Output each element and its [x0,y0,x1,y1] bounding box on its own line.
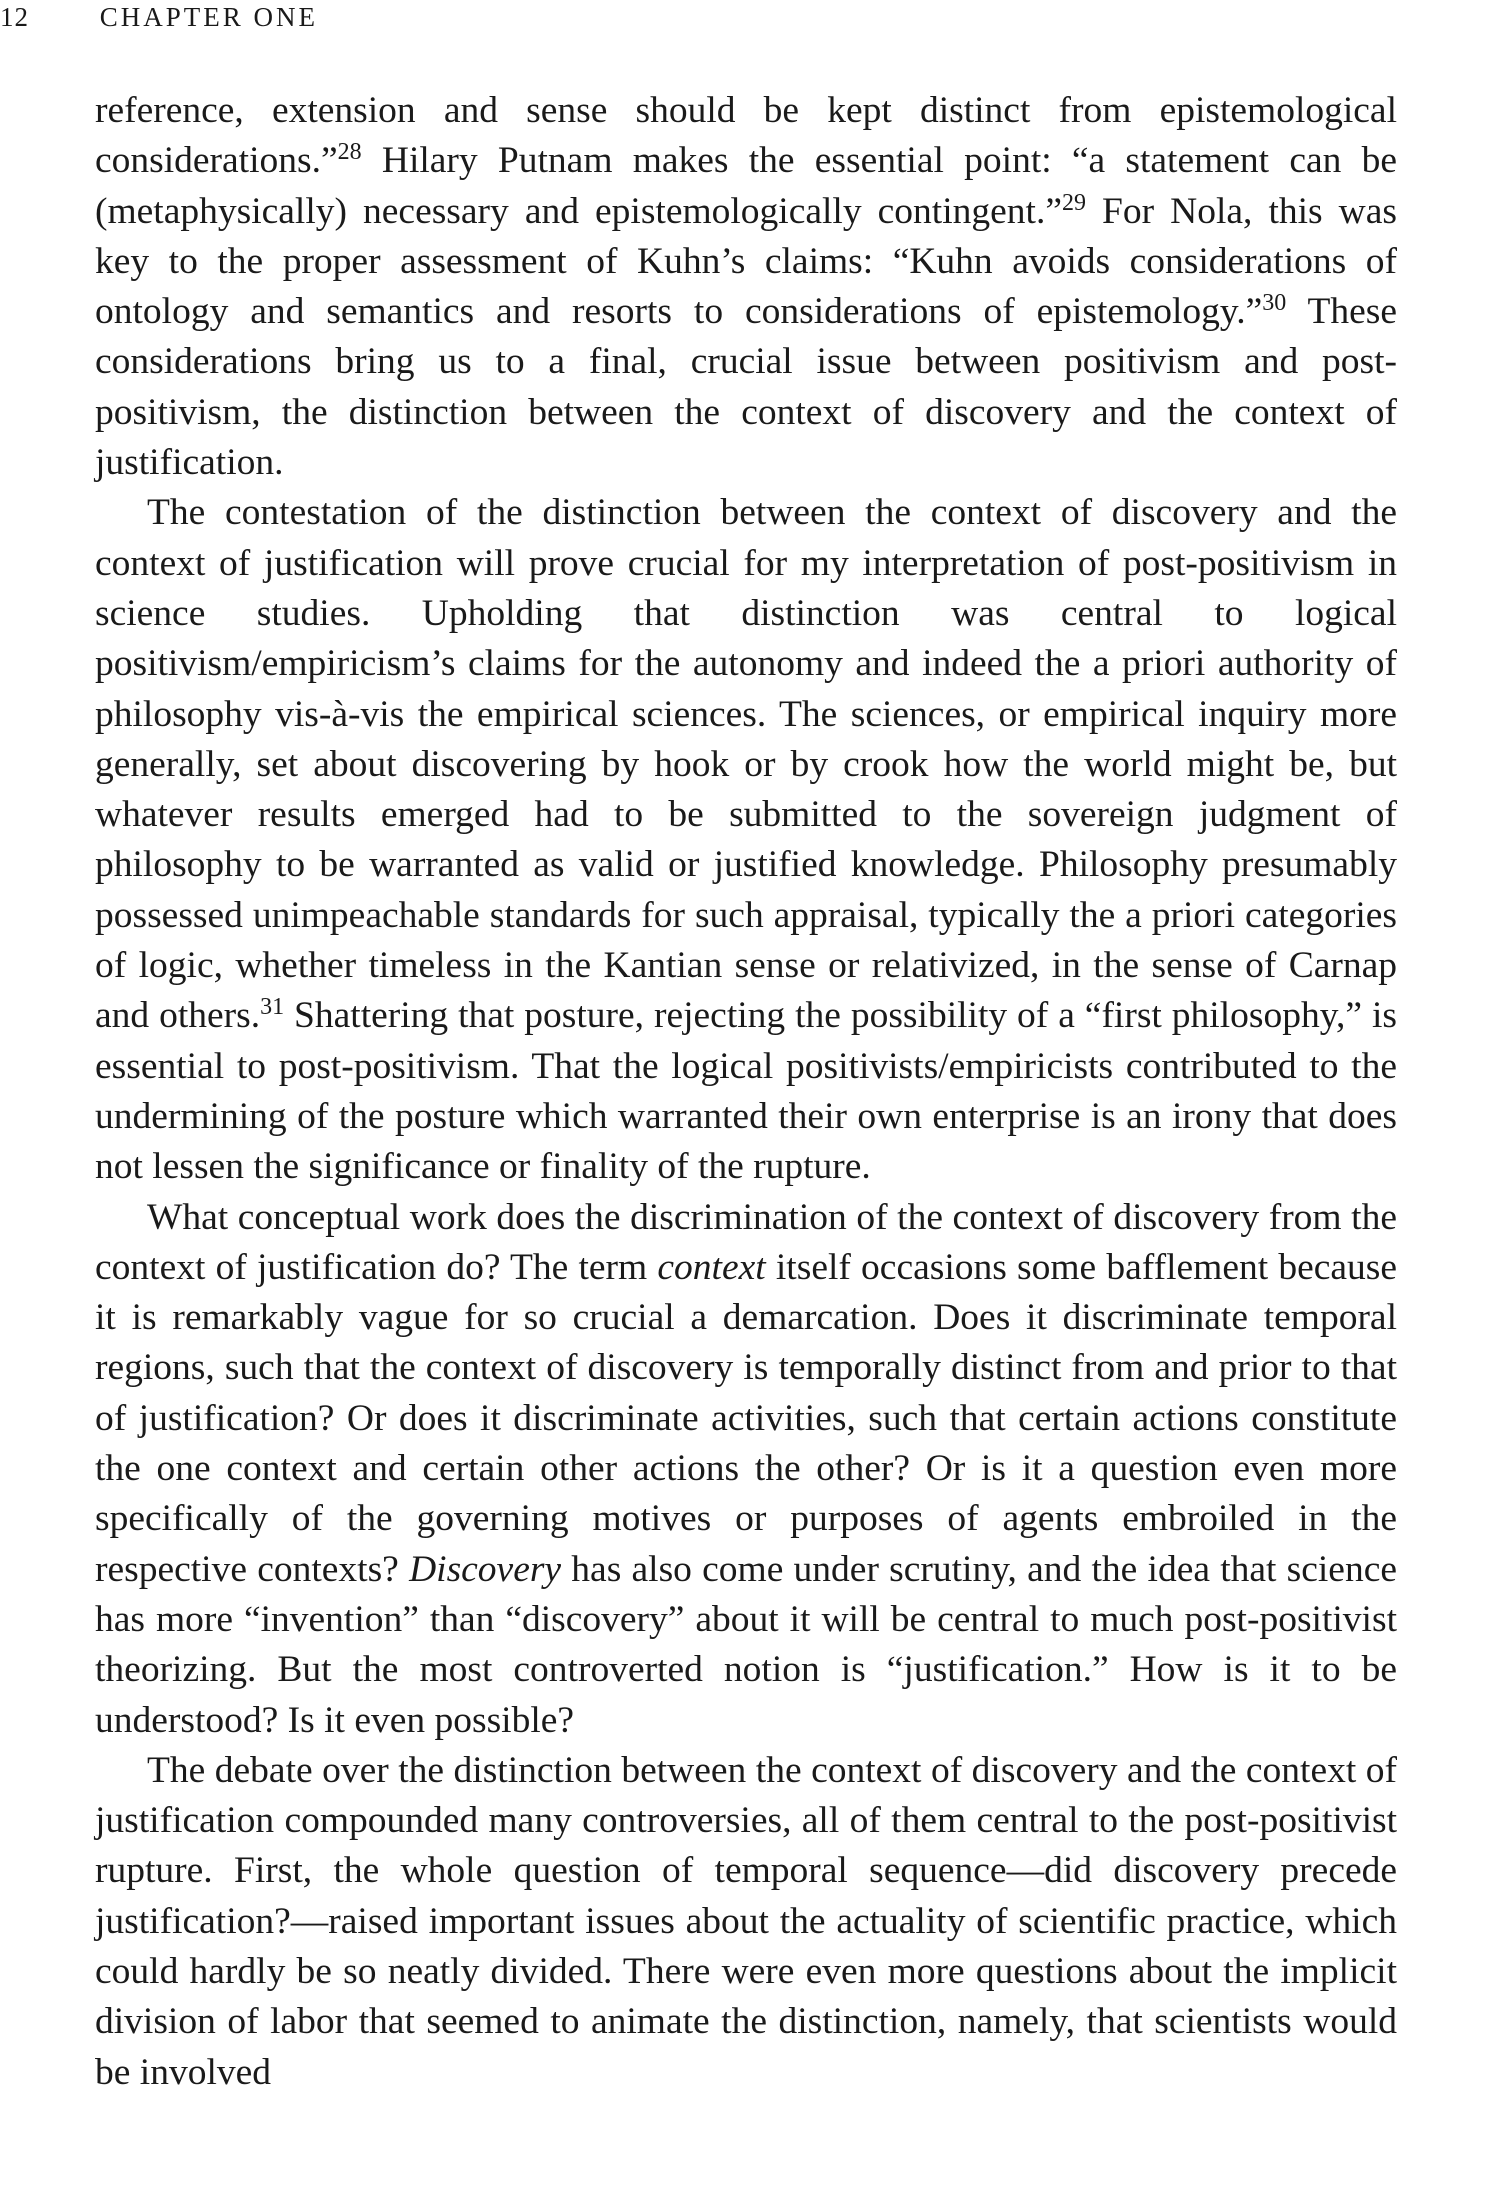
italic-term-context: context [657,1246,766,1288]
italic-term-discovery: Discovery [409,1548,562,1590]
paragraph-3-text-3: has also come under scrutiny, and the idea that science has more “invention” than “discovery” about it will be central to much post-positivist theorizing. But the most controverted notion is “justification.” How is it to be understood? Is it even possible? [95,1548,1397,1741]
body-text [95,86,1397,2098]
footnote-ref-28: 28 [337,139,362,166]
paragraph-1-text-3: For Nola, this was key to the proper assessment of Kuhn’s claims: “Kuhn avoids considerations of ontology and semantics and resorts to considerations of epistemology.” [95,190,1397,333]
paragraph-3-text-1: What conceptual work does the discrimination of the context of discovery from the context of justification do? The term [95,1196,1397,1288]
paragraph-2 [95,488,1397,1192]
footnote-ref-29: 29 [1061,189,1086,216]
paragraph-1-text-4: These considerations bring us to a final, crucial issue between positivism and post-positivism, the distinction between the context of discovery and the context of justification. [95,291,1397,484]
chapter-label: CHAPTER ONE [99,2,319,32]
page-number: 12 [0,2,29,32]
paragraph-2-text-1: The contestation of the distinction between the context of discovery and the context of justification will prove crucial for my interpretation of post-positivism in science studies. Upholding that distinction was central to logical positivism/empiricism’s claims for the autonomy and indeed the a priori authority of philosophy vis-à-vis the empirical sciences. The sciences, or empirical inquiry more generally, set about discovering by hook or by crook how the world might be, but whatever results emerged had to be submitted to the sovereign judgment of philosophy to be warranted as valid or justified knowledge. Philosophy presumably possessed unimpeachable standards for such appraisal, typically the a priori categories of logic, whether timeless in the Kantian sense or relativized, in the sense of Carnap and others. [95,492,1397,1037]
running-head [0,2,318,32]
footnote-ref-31: 31 [260,994,285,1021]
paragraph-4-text-1: The debate over the distinction between the context of discovery and the context of justification compounded many controversies, all of them central to the post-positivist rupture. First, the whole question of temporal sequence—did discovery precede justification?—raised important issues about the actuality of scientific practice, which could hardly be so neatly divided. There were even more questions about the implicit division of labor that seemed to animate the distinction, namely, that scientists would be involved [95,1749,1397,2093]
paragraph-3 [95,1193,1397,1746]
paragraph-2-text-2: Shattering that posture, rejecting the possibility of a “first philosophy,” is essential to post-positivism. That the logical positivists/empiricists contributed to the undermining of the posture which warranted their own enterprise is an irony that does not lessen the significance or finality of the rupture. [95,995,1397,1188]
footnote-ref-30: 30 [1262,290,1287,316]
paragraph-4 [95,1746,1397,2098]
paragraph-1-text-2: Hilary Putnam makes the essential point: “a statement can be (metaphysically) necessary and epistemologically contingent.” [95,140,1397,232]
paragraph-3-text-2: itself occasions some bafflement because it is remarkably vague for so crucial a demarcation. Does it discriminate temporal regions, such that the context of discovery is temporally distinct from and prior to that of justification? Or does it discriminate activities, such that certain actions constitute the one context and certain other actions the other? Or is it a question even more specifically of the governing motives or purposes of agents embroiled in the respective contexts? [95,1246,1397,1590]
paragraph-1 [95,86,1397,488]
paragraph-1-text-1: reference, extension and sense should be kept distinct from epistemological considerations.” [95,90,1397,182]
